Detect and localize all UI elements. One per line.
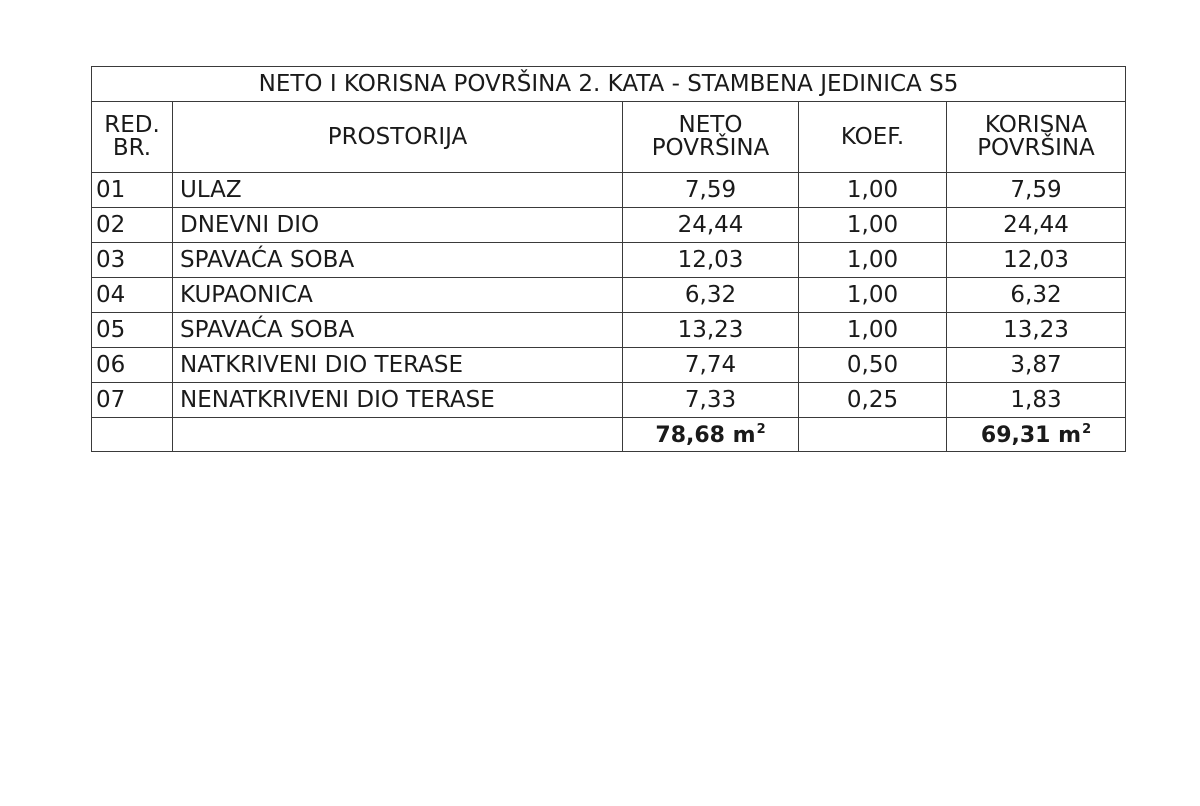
table-row	[92, 173, 1126, 208]
neto-area: 24,44	[623, 208, 799, 243]
row-number: 06	[92, 348, 173, 383]
coefficient: 1,00	[799, 173, 947, 208]
neto-area: 6,32	[623, 278, 799, 313]
row-number: 01	[92, 173, 173, 208]
area-table	[91, 66, 1126, 452]
korisna-area: 24,44	[947, 208, 1126, 243]
total-korisna-area	[947, 418, 1126, 452]
header-korisna-line2: POVRŠINA	[977, 135, 1095, 161]
neto-area: 12,03	[623, 243, 799, 278]
row-number: 05	[92, 313, 173, 348]
unit-exponent: 2	[1082, 421, 1092, 437]
korisna-area: 6,32	[947, 278, 1126, 313]
room-name: SPAVAĆA SOBA	[173, 313, 623, 348]
row-number: 03	[92, 243, 173, 278]
neto-area: 7,33	[623, 383, 799, 418]
coefficient: 1,00	[799, 313, 947, 348]
total-neto-value: 78,68 m	[655, 422, 756, 448]
coefficient: 1,00	[799, 278, 947, 313]
header-row	[92, 102, 1126, 173]
room-name: ULAZ	[173, 173, 623, 208]
row-number: 02	[92, 208, 173, 243]
header-red-br	[92, 102, 173, 173]
header-red-br-line1: RED.	[104, 112, 160, 138]
neto-area: 7,59	[623, 173, 799, 208]
korisna-area: 3,87	[947, 348, 1126, 383]
room-name: NENATKRIVENI DIO TERASE	[173, 383, 623, 418]
title-row	[92, 67, 1126, 102]
header-neto	[623, 102, 799, 173]
table-row	[92, 348, 1126, 383]
korisna-area: 13,23	[947, 313, 1126, 348]
row-number: 04	[92, 278, 173, 313]
korisna-area: 7,59	[947, 173, 1126, 208]
korisna-area: 1,83	[947, 383, 1126, 418]
table-row	[92, 278, 1126, 313]
total-neto-area	[623, 418, 799, 452]
korisna-area: 12,03	[947, 243, 1126, 278]
row-number: 07	[92, 383, 173, 418]
coefficient: 0,50	[799, 348, 947, 383]
totals-row	[92, 418, 1126, 452]
room-name: DNEVNI DIO	[173, 208, 623, 243]
header-korisna	[947, 102, 1126, 173]
totals-empty-koef	[799, 418, 947, 452]
room-name: NATKRIVENI DIO TERASE	[173, 348, 623, 383]
neto-area: 13,23	[623, 313, 799, 348]
table-row	[92, 243, 1126, 278]
coefficient: 1,00	[799, 243, 947, 278]
header-red-br-line2: BR.	[112, 135, 152, 161]
totals-empty-num	[92, 418, 173, 452]
room-name: SPAVAĆA SOBA	[173, 243, 623, 278]
header-koef: KOEF.	[799, 102, 947, 173]
room-name: KUPAONICA	[173, 278, 623, 313]
header-neto-line2: POVRŠINA	[651, 135, 770, 161]
neto-area: 7,74	[623, 348, 799, 383]
table-title: NETO I KORISNA POVRŠINA 2. KATA - STAMBENA JEDINICA S5	[92, 67, 1126, 102]
unit-exponent: 2	[756, 421, 766, 437]
header-neto-line1: NETO	[678, 112, 743, 138]
table-row	[92, 383, 1126, 418]
header-korisna-line1: KORISNA	[984, 112, 1088, 138]
totals-empty-room	[173, 418, 623, 452]
table-row	[92, 313, 1126, 348]
coefficient: 1,00	[799, 208, 947, 243]
header-prostorija: PROSTORIJA	[173, 102, 623, 173]
table-row	[92, 208, 1126, 243]
total-korisna-value: 69,31 m	[980, 422, 1082, 448]
coefficient: 0,25	[799, 383, 947, 418]
